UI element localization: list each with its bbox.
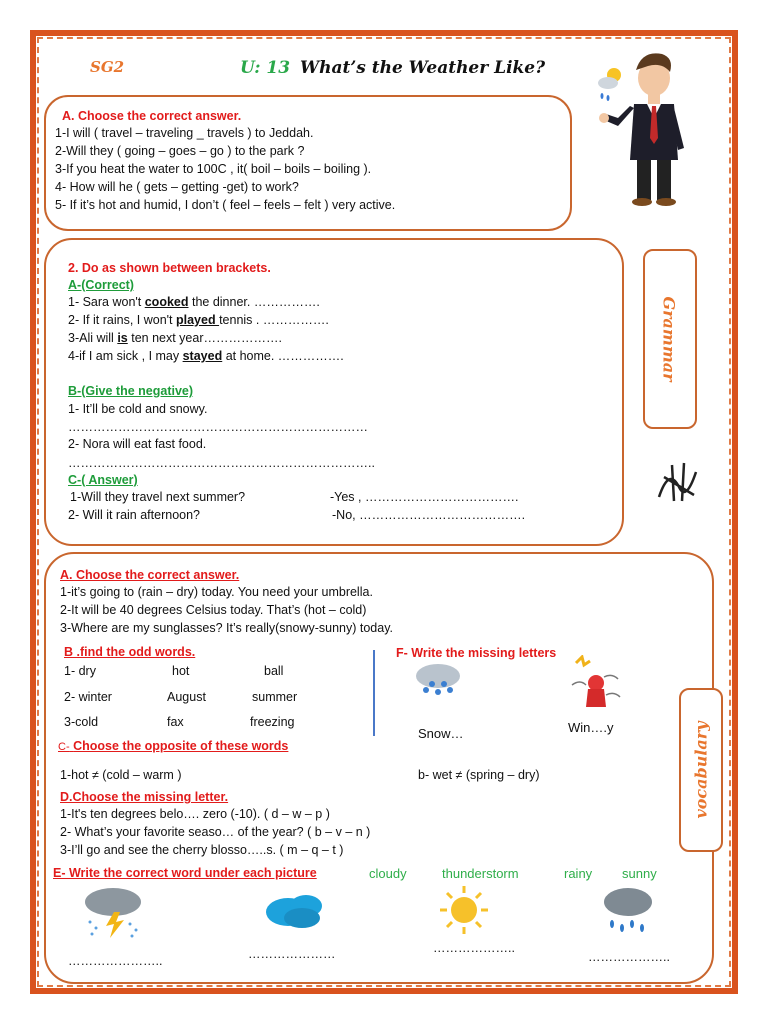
answer-line-1[interactable]: -Yes , ……………………………….: [330, 490, 519, 504]
missing-letter-heading: D.Choose the missing letter.: [60, 790, 229, 804]
correct-item-2: 2- If it rains, I won't played tennis . …………….: [68, 313, 329, 327]
sec1-item-2: 2-Will they ( going – goes – go ) to the park ?: [55, 144, 305, 158]
vocab-a-item-1: 1-it’s going to (rain – dry) today. You need your umbrella.: [60, 585, 373, 599]
column-divider: [373, 650, 375, 736]
correct-item-4: 4-if I am sick , I may stayed at home. …………….: [68, 349, 344, 363]
sec1-item-5: 5- If it’s hot and humid, I don’t ( feel – feels – felt ) very active.: [55, 198, 396, 212]
picture-answer-line-3[interactable]: ………………..: [433, 941, 515, 955]
missing-letter-item-1: 1-It's ten degrees belo…. zero (-10). ( d – w – p ): [60, 807, 330, 821]
sunny-icon: [438, 884, 490, 936]
businessman-illustration: [592, 48, 732, 208]
answer-question-2: 2- Will it rain afternoon?: [68, 508, 201, 522]
odd-row-2-word-3: summer: [252, 690, 298, 704]
calligraphy-icon: [654, 457, 704, 507]
grammar-label: Grammar: [659, 296, 679, 382]
odd-row-1-word-3: ball: [264, 664, 284, 678]
correct-item-3: 3-Ali will is ten next year……………….: [68, 331, 282, 345]
vocab-a-item-3: 3-Where are my sunglasses? It’s really(snowy-sunny) today.: [60, 621, 394, 635]
thunderstorm-icon: [80, 884, 146, 940]
answer-question-1: 1-Will they travel next summer?: [70, 490, 246, 504]
vocab-a-item-2: 2-It will be 40 degrees Celsius today. That’s (hot – cold): [60, 603, 367, 617]
odd-row-1-word-1: 1- dry: [64, 664, 96, 678]
correct-item-1: 1- Sara won't cooked the dinner. …………….: [68, 295, 320, 309]
write-word-heading: E- Write the correct word under each picture: [53, 866, 317, 880]
odd-words-heading: B .find the odd words.: [64, 645, 196, 659]
correct-title: A-(Correct): [68, 278, 134, 292]
section2-heading: 2. Do as shown between brackets.: [68, 261, 271, 275]
sec1-item-1: 1-I will ( travel – traveling _ travels ) to Jeddah.: [55, 126, 314, 140]
word-bank-sunny: sunny: [622, 866, 657, 881]
section1-heading: A. Choose the correct answer.: [62, 109, 242, 123]
sec1-item-3: 3-If you heat the water to 100C , it( boil – boils – boiling ).: [55, 162, 372, 176]
answer-line-2[interactable]: -No, ………………………………….: [332, 508, 526, 522]
weather-cloud-icon: [598, 68, 621, 101]
opposite-item-2: b- wet ≠ (spring – dry): [418, 768, 540, 782]
sec1-item-4: 4- How will he ( gets – getting -get) to work?: [55, 180, 299, 194]
calligraphy-logo: [652, 455, 706, 509]
odd-row-3-word-3: freezing: [250, 715, 295, 729]
missing-letter-item-2: 2- What’s your favorite seaso… of the year? ( b – v – n ): [60, 825, 371, 839]
missing-letter-item-3: 3-I’ll go and see the cherry blosso…..s. ( m – q – t ): [60, 843, 344, 857]
negative-answer-line-1[interactable]: ………………………………………………………………: [68, 420, 368, 434]
word-bank-cloudy: cloudy: [369, 866, 407, 881]
cloudy-icon: [262, 886, 328, 932]
opposite-item-1: 1-hot ≠ (cold – warm ): [60, 768, 182, 782]
negative-item-1: 1- It’ll be cold and snowy.: [68, 402, 208, 416]
odd-row-2-word-2: August: [167, 690, 206, 704]
snow-cloud-icon: [412, 660, 464, 700]
sheet-code: SG2: [90, 58, 125, 76]
vocabulary-label: vocabulary: [691, 721, 711, 819]
missing-letters-heading: F- Write the missing letters: [396, 646, 557, 660]
picture-answer-line-4[interactable]: ………………..: [588, 950, 670, 964]
picture-answer-line-2[interactable]: …………………: [248, 947, 336, 961]
picture-answer-line-1[interactable]: …………………..: [68, 954, 163, 968]
odd-row-1-word-2: hot: [172, 664, 190, 678]
odd-row-3-word-2: fax: [167, 715, 184, 729]
opposite-heading: C- Choose the opposite of these words: [58, 739, 289, 753]
vocab-a-heading: A. Choose the correct answer.: [60, 568, 240, 582]
word-bank-thunderstorm: thunderstorm: [442, 866, 519, 881]
negative-answer-line-2[interactable]: ………………………………………………………………..: [68, 456, 375, 470]
missing-word-2: Win….y: [568, 720, 614, 735]
page-title: What’s the Weather Like?: [300, 58, 546, 78]
negative-item-2: 2- Nora will eat fast food.: [68, 437, 207, 451]
odd-row-3-word-1: 3-cold: [64, 715, 99, 729]
odd-row-2-word-1: 2- winter: [64, 690, 112, 704]
negative-title: B-(Give the negative): [68, 384, 194, 398]
word-bank-rainy: rainy: [564, 866, 593, 881]
rainy-icon: [600, 884, 656, 936]
unit-number: U: 13: [240, 58, 291, 78]
windy-person-icon: [566, 655, 622, 715]
missing-word-1: Snow…: [418, 726, 464, 741]
answer-title: C-( Answer): [68, 473, 138, 487]
